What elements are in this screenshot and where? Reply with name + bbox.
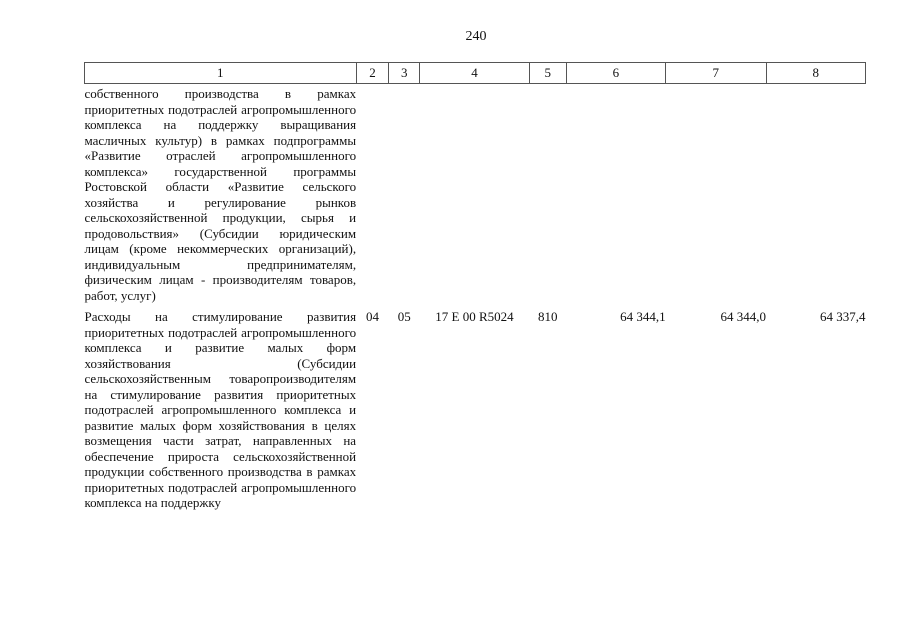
table-row (85, 303, 866, 511)
column-header: 2 (356, 63, 389, 84)
amount-col7 (666, 84, 766, 304)
subsection-code (389, 84, 420, 304)
expense-name: Расходы на стимулирование развития приоритетных подотраслей агропромышленного комплекса и развитие малых форм хозяйствования (Субсидии сельскохозяйственным товаропроизводителям на стимулирование развития приоритетных подотраслей агропромышленного комплекса и развитие малых форм хозяйствования в целях возмещения части затрат, направленных на обеспечение прироста сельскохозяйственной продукции собственного производства в рамках приоритетных подотраслей агропромышленного комплекса на поддержку (84, 309, 357, 510)
budget-table (84, 62, 866, 511)
expense-type-code (529, 84, 566, 304)
column-header: 6 (566, 63, 665, 84)
table-row (85, 84, 866, 304)
column-header: 3 (389, 63, 420, 84)
section-code (356, 84, 389, 304)
subsection-code: 05 (397, 309, 411, 324)
target-article-code (420, 84, 530, 304)
column-header: 5 (529, 63, 566, 84)
page-number: 240 (465, 29, 487, 44)
column-header: 1 (85, 63, 357, 84)
section-code: 04 (365, 309, 379, 324)
amount-col6 (566, 84, 665, 304)
column-header: 7 (666, 63, 766, 84)
target-article-code: 17 Е 00 R5024 (435, 309, 514, 324)
amount-col8: 64 337,4 (820, 309, 866, 324)
expense-type-code: 810 (537, 309, 558, 324)
amount-col8 (766, 84, 865, 304)
amount-col6: 64 344,1 (620, 309, 666, 324)
amount-col7: 64 344,0 (720, 309, 767, 324)
expense-name: собственного производства в рамках приоритетных подотраслей агропромышленного комплекса на поддержку выращивания масличных культур) в рамках подпрограммы «Развитие отраслей агропромышленного комплекса» государственной программы Ростовской области «Развитие сельского хозяйства и регулирование рынков сельскохозяйственной продукции, сырья и продовольствия» (Субсидии юридическим лицам (кроме некоммерческих организаций), индивидуальным предпринимателям, физическим лицам - производителям товаров, работ, услуг) (84, 86, 357, 303)
column-header: 4 (420, 63, 530, 84)
header-row (85, 63, 866, 84)
column-header: 8 (766, 63, 865, 84)
